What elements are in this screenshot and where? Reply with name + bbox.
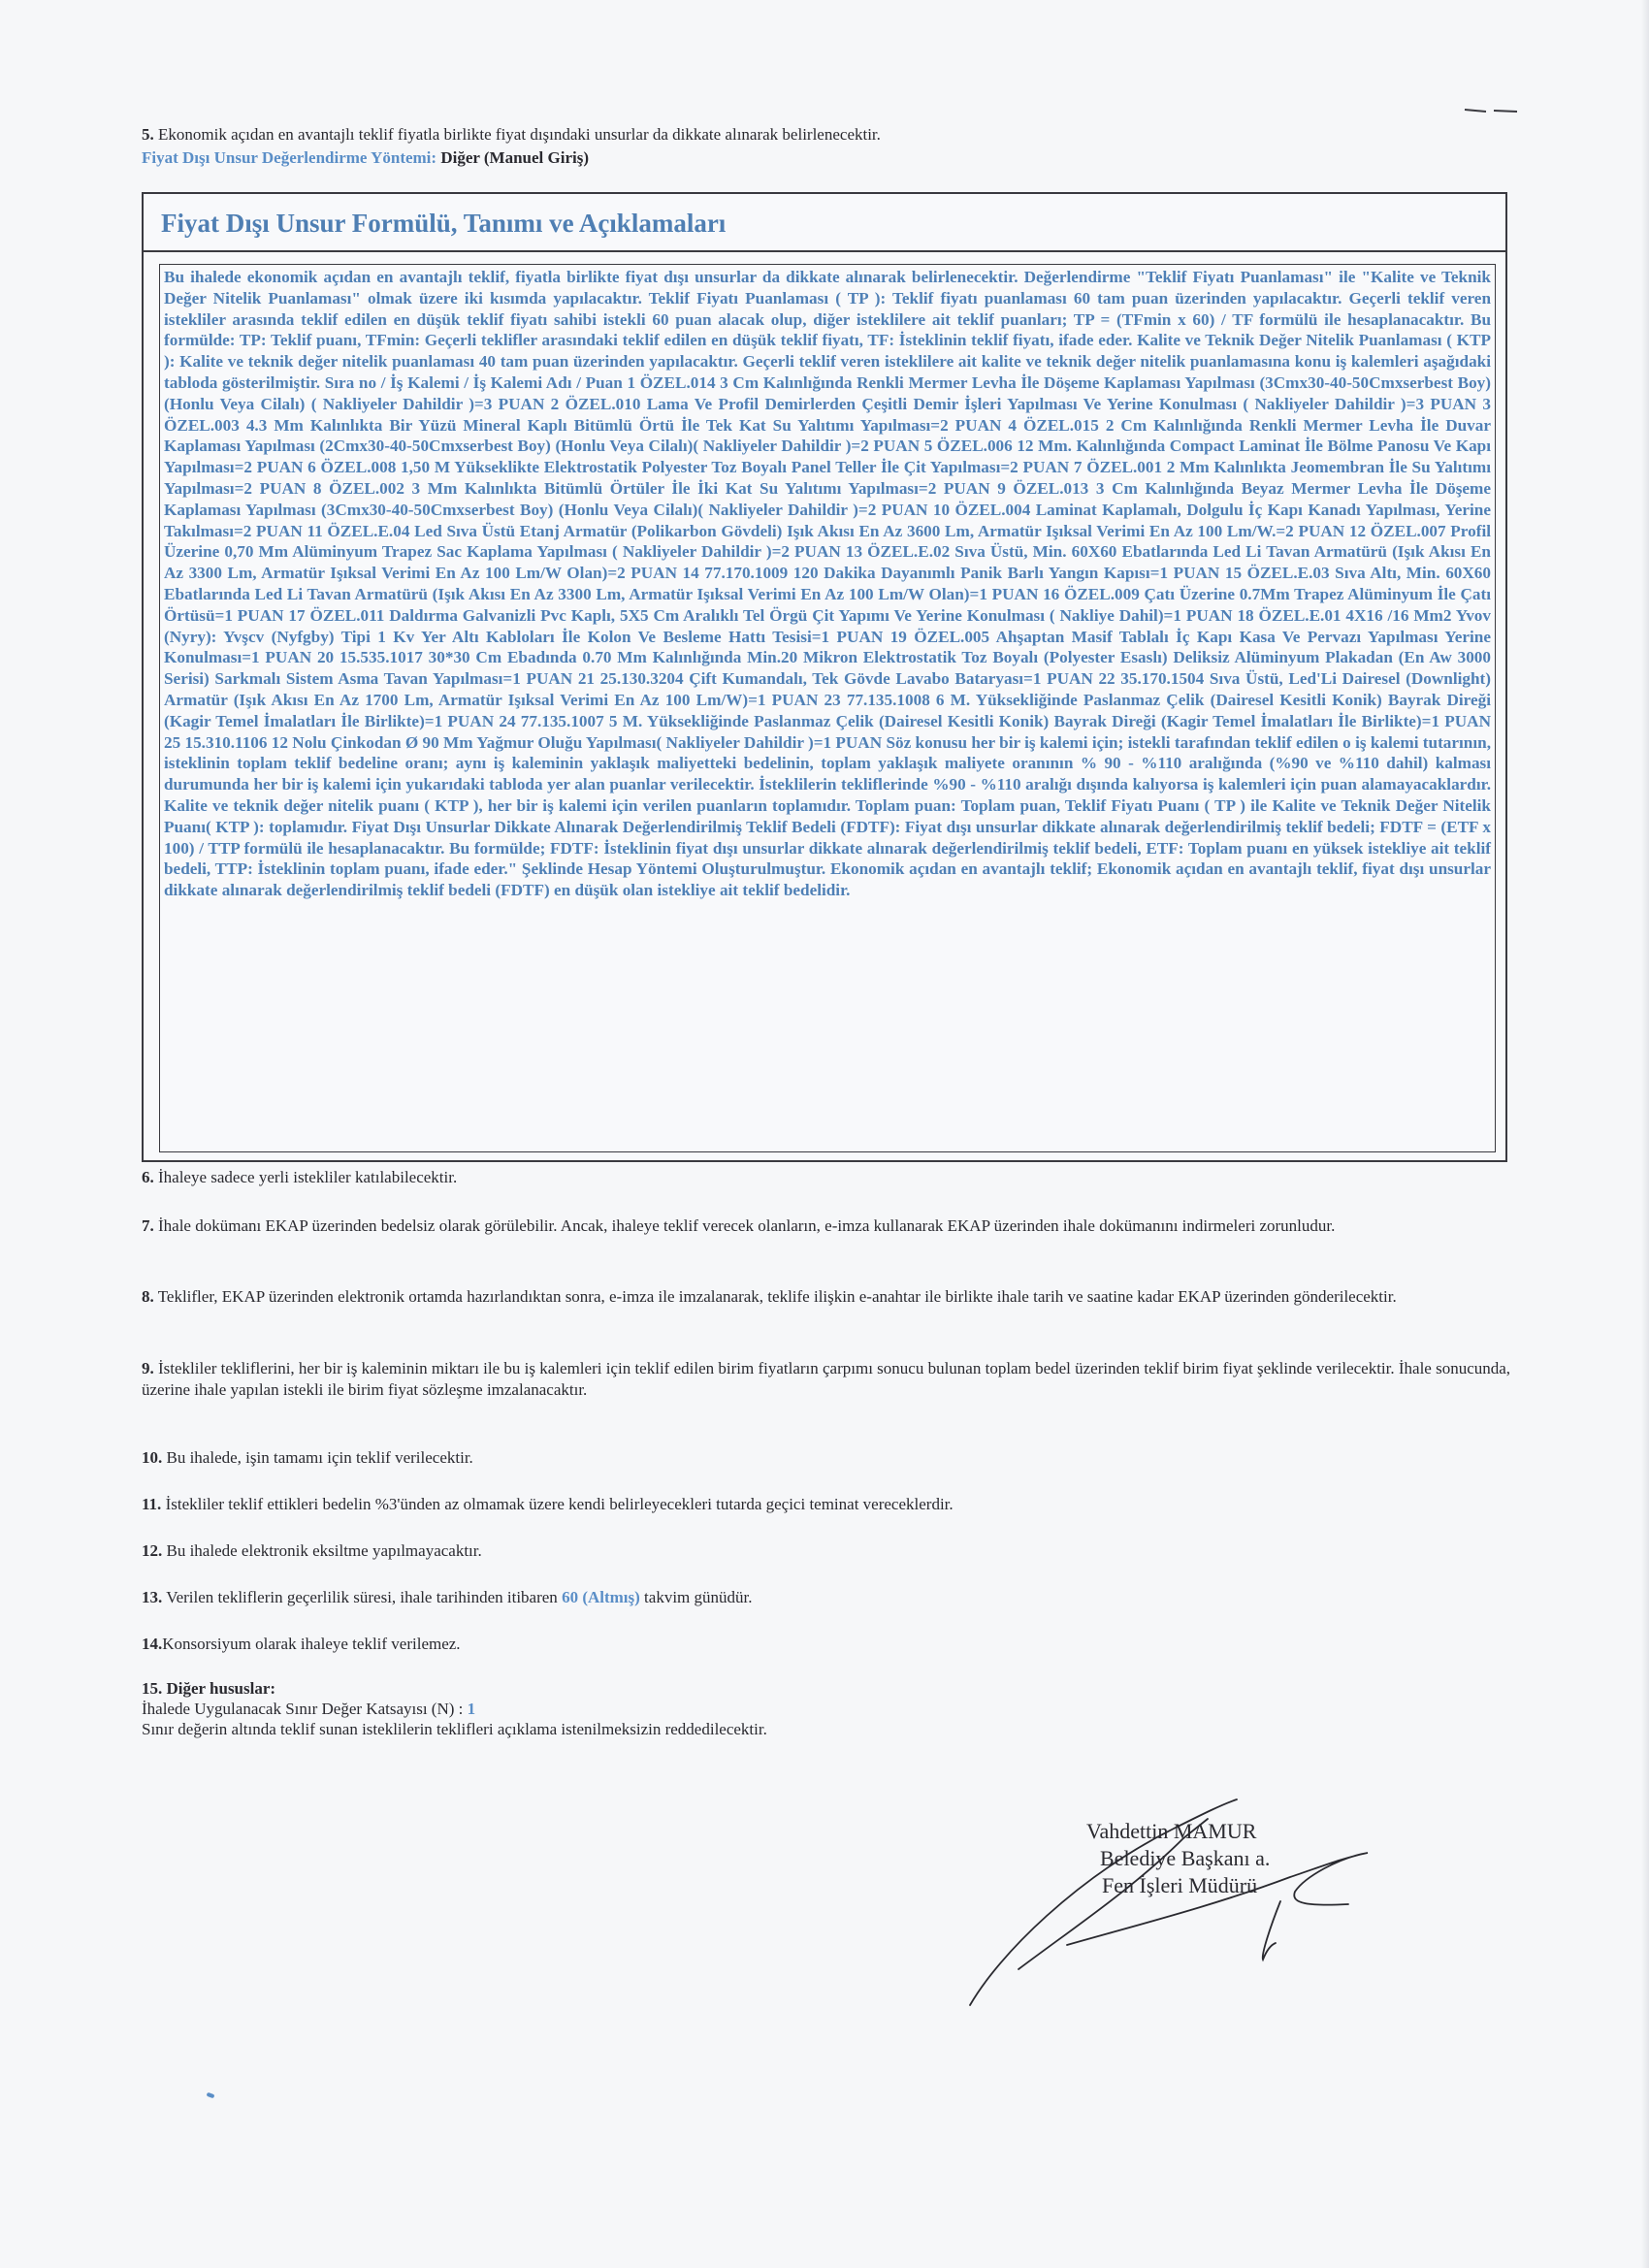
item-15 xyxy=(142,1678,1514,1700)
signatory-name: Vahdettin MAMUR xyxy=(1086,1819,1257,1843)
item-12 xyxy=(142,1540,1514,1562)
item-text: İhaleye sadece yerli istekliler katılabilecektir. xyxy=(158,1168,458,1186)
validity-period: 60 (Altmış) xyxy=(562,1588,640,1606)
item-number: 14. xyxy=(142,1635,163,1653)
item-10 xyxy=(142,1447,1514,1469)
rejection-text: Sınır değerin altında teklif sunan isteklilerin teklifleri açıklama istenilmeksizin reddedilecektir. xyxy=(142,1720,767,1738)
signatory-title-1: Belediye Başkanı a. xyxy=(1100,1846,1271,1870)
item-text: İhale dokümanı EKAP üzerinden bedelsiz olarak görülebilir. Ancak, ihaleye teklif verecek olanların, e-imza kullanarak EKAP üzerinden ihale dokümanını indirmeleri zorunludur. xyxy=(158,1216,1336,1235)
item-number: 13. xyxy=(142,1588,163,1606)
item-6 xyxy=(142,1167,1514,1188)
item-number: 10. xyxy=(142,1448,163,1467)
item-number: 6. xyxy=(142,1168,154,1186)
method-label: Fiyat Dışı Unsur Değerlendirme Yöntemi: xyxy=(142,148,437,167)
item-text: Verilen tekliflerin geçerlilik süresi, ihale tarihinden itibaren xyxy=(166,1588,558,1606)
signatory-title-2: Fen İşleri Müdürü xyxy=(1102,1873,1258,1897)
item-text: Konsorsiyum olarak ihaleye teklif verilemez. xyxy=(162,1635,461,1653)
formula-text: Bu ihalede ekonomik açıdan en avantajlı teklif, fiyatla birlikte fiyat dışı unsurlar da dikkate alınarak belirlenecektir. Değerlendirme "Teklif Fiyatı Puanlaması" ile "Kalite ve Teknik Değer Nitelik Puanlaması" olmak üzere iki kısımda yapılacaktır. Teklif Fiyatı Puanlaması ( TP ): Teklif fiyatı puanlaması 60 tam puan üzerinden yapılacaktır. Geçerli teklif veren istekliler arasında teklif edilen en düşük teklif fiyatı sahibi istekli 60 puan alacak olup, diğer isteklilere ait teklif puanları; TP = (TFmin x 60) / TF formülü ile hesaplanacaktır. Bu formülde: TP: Teklif puanı, TFmin: Geçerli teklifler arasındaki teklif edilen en düşük teklif fiyatı, TF: İsteklinin teklif fiyatı, ifade eder. Kalite ve Teknik Değer Nitelik Puanlaması ( KTP ): Kalite ve teknik değer nitelik puanlaması 40 tam puan üzerinden yapılacaktır. Geçerli teklif veren isteklilere ait kalite ve teknik değer nitelik puanlamasına konu iş kalemleri aşağıdaki tabloda gösterilmiştir. Sıra no / İş Kalemi / İş Kalemi Adı / Puan 1 ÖZEL.014 3 Cm Kalınlığında Renkli Mermer Levha İle Döşeme Kaplaması Yapılması (3Cmx30-40-50Cmxserbest Boy) (Honlu Veya Cilalı) ( Nakliyeler Dahildir )=3 PUAN 2 ÖZEL.010 Lama Ve Profil Demirlerden Çeşitli Demir İşleri Yapılması Ve Yerine Konulması ( Nakliyeler Dahildir )=3 PUAN 3 ÖZEL.003 4.3 Mm Kalınlıkta Bir Yüzü Mineral Kaplı Bitümlü Örtü İle Tek Kat Su Yalıtımı Yapılması=2 PUAN 4 ÖZEL.015 2 Cm Kalınlığında Renkli Mermer Levha İle Duvar Kaplaması Yapılması (2Cmx30-40-50Cmxserbest Boy) (Honlu Veya Cilalı)( Nakliyeler Dahildir )=2 PUAN 5 ÖZEL.006 12 Mm. Kalınlığında Compact Laminat İle Bölme Panosu Ve Kapı Yapılması=2 PUAN 6 ÖZEL.008 1,50 M Yükseklikte Elektrostatik Polyester Toz Boyalı Panel Teller İle Çit Yapılması=2 PUAN 7 ÖZEL.001 2 Mm Kalınlıkta Jeomembran İle Su Yalıtımı Yapılması=2 PUAN 8 ÖZEL.002 3 Mm Kalınlıkta Bitümlü Örtüler İle İki Kat Su Yalıtımı Yapılması=2 PUAN 9 ÖZEL.013 3 Cm Kalınlığında Beyaz Mermer Levha İle Döşeme Kaplaması Yapılması (3Cmx30-40-50Cmxserbest Boy) (Honlu Veya Cilalı)( Nakliyeler Dahildir )=2 PUAN 10 ÖZEL.004 Laminat Kaplamalı, Dolgulu İç Kapı Kanadı Yapılması, Yerine Takılması=2 PUAN 11 ÖZEL.E.04 Led Sıva Üstü Etanj Armatür (Polikarbon Gövdeli) Işık Akısı En Az 3600 Lm, Armatür Işıksal Verimi En Az 100 Lm/W.=2 PUAN 12 ÖZEL.007 Profil Üzerine 0,70 Mm Alüminyum Trapez Sac Kaplama Yapılması ( Nakliyeler Dahildir )=2 PUAN 13 ÖZEL.E.02 Sıva Üstü, Min. 60X60 Ebatlarında Led Li Tavan Armatürü (Işık Akısı En Az 3300 Lm, Armatür Işıksal Verimi En Az 100 Lm/W Olan)=2 PUAN 14 77.170.1009 120 Dakika Dayanımlı Panik Barlı Yangın Kapısı=1 PUAN 15 ÖZEL.E.03 Sıva Altı, Min. 60X60 Ebatlarında Led Li Tavan Armatürü (Işık Akısı En Az 3300 Lm, Armatür Işıksal Verimi En Az 100 Lm/W Olan)=1 PUAN 16 ÖZEL.009 Çatı Üzerine 0.7Mm Trapez Alüminyum İle Çatı Örtüsü=1 PUAN 17 ÖZEL.011 Daldırma Galvanizli Pvc Kaplı, 5X5 Cm Aralıklı Tel Örgü Çit Yapımı Ve Yerine Konulması ( Nakliye Dahil)=1 PUAN 18 ÖZEL.E.01 4X16 /16 Mm2 Yvov (Nyry): Yvşcv (Nyfgby) Tipi 1 Kv Yer Altı Kabloları İle Kolon Ve Besleme Hattı Tesisi=1 PUAN 19 ÖZEL.005 Ahşaptan Masif Tablalı İç Kapı Kasa Ve Pervazı Yapılması Yerine Konulması=1 PUAN 20 15.535.1017 30*30 Cm Ebadında 0.70 Mm Kalınlığında Min.20 Mikron Elektrostatik Toz Boyalı (Polyester Esaslı) Deliksiz Alüminyum Plakadan (En Aw 3000 Serisi) Sarkmalı Sistem Asma Tavan Yapılması=1 PUAN 21 25.130.3204 Çift Kumandalı, Tek Gövde Lavabo Bataryası=1 PUAN 22 35.170.1504 Sıva Üstü, Led'Li Dairesel (Downlight) Armatür (Işık Akısı En Az 1700 Lm, Armatür Işıksal Verimi En Az 100 Lm/W)=1 PUAN 23 77.135.1008 6 M. Yüksekliğinde Paslanmaz Çelik (Dairesel Kesitli Konik) Bayrak Direği (Kagir Temel İmalatları İle Birlikte)=1 PUAN 24 77.135.1007 5 M. Yüksekliğinde Paslanmaz Çelik (Dairesel Kesitli Konik) Bayrak Direği (Kagir Temel İmalatları İle Birlikte)=1 PUAN 25 15.310.1106 12 Nolu Çinkodan Ø 90 Mm Yağmur Oluğu Yapılması( Nakliyeler Dahildir )=1 PUAN Söz konusu her bir iş kalemi için; istekli tarafından teklif edilen o iş kalemi tutarının, isteklinin toplam teklif bedeline oranı; aynı iş kaleminin yaklaşık maliyetteki bedelinin, toplam yaklaşık maliyete oranının % 90 - %110 aralığında (%90 ve %110 dahil) kalması durumunda her bir iş kalemi için yukarıdaki tabloda yer alan puanlar verilecektir. İsteklilerin tekliflerinde %90 - %110 aralığı dışında kalıyorsa iş kalemleri için puan alamayacaklardır. Kalite ve teknik değer nitelik puanı ( KTP ), her bir iş kalemi için verilen puanların toplamıdır. Toplam puan: Toplam puan, Teklif Fiyatı Puanı ( TP ) ile Kalite ve Teknik Değer Nitelik Puanı( KTP ): toplamıdır. Fiyat Dışı Unsurlar Dikkate Alınarak Değerlendirilmiş Teklif Bedeli (FDTF): Fiyat dışı unsurlar dikkate alınarak değerlendirilmiş teklif bedeli; FDTF = (ETF x 100) / TTP formülü ile hesaplanacaktır. Bu formülde; FDTF: İsteklinin fiyat dışı unsurlar dikkate alınarak değerlendirilmiş teklif bedeli, ETF: Toplam puanı en yüksek istekliye ait teklif bedeli, TTP: İsteklinin toplam puanı, ifade eder." Şeklinde Hesap Yöntemi Oluşturulmuştur. Ekonomik açıdan en avantajlı teklif; Ekonomik açıdan en avantajlı teklif, fiyat dışı unsurlar dikkate alınarak değerlendirilmiş teklif bedeli (FDTF) en düşük olan istekliye ait teklif bedelidir. xyxy=(164,268,1491,900)
page-edge xyxy=(1641,0,1649,2268)
item-11 xyxy=(142,1494,1514,1515)
evaluation-method xyxy=(142,147,1514,169)
rejection-note xyxy=(142,1719,1514,1740)
item-text-end: takvim günüdür. xyxy=(644,1588,753,1606)
item-14 xyxy=(142,1634,1514,1655)
formula-box-title: Fiyat Dışı Unsur Formülü, Tanımı ve Açıklamaları xyxy=(161,209,727,238)
item-number: 9. xyxy=(142,1359,154,1377)
item-number: 15. xyxy=(142,1679,163,1698)
scan-mark xyxy=(1463,105,1521,123)
item-text: Ekonomik açıdan en avantajlı teklif fiyatla birlikte fiyat dışındaki unsurlar da dikkate alınarak belirlenecektir. xyxy=(158,125,881,144)
item-number: 11. xyxy=(142,1495,162,1513)
item-number: 7. xyxy=(142,1216,154,1235)
item-number: 8. xyxy=(142,1287,154,1306)
item-text: Bu ihalede, işin tamamı için teklif verilecektir. xyxy=(166,1448,473,1467)
ink-mark xyxy=(207,2092,215,2098)
limit-coefficient xyxy=(142,1699,1514,1720)
item-5 xyxy=(142,124,1514,146)
item-7 xyxy=(142,1215,1514,1237)
formula-box xyxy=(142,192,1507,1162)
item-8 xyxy=(142,1286,1514,1308)
formula-box-header xyxy=(144,194,1505,252)
item-13 xyxy=(142,1587,1514,1608)
item-number: 5. xyxy=(142,125,154,144)
formula-box-content xyxy=(159,264,1496,1152)
item-text: Teklifler, EKAP üzerinden elektronik ortamda hazırlandıktan sonra, e-imza ile imzalanarak, teklife ilişkin e-anahtar ile birlikte ihale tarih ve saatine kadar EKAP üzerinden gönderilecektir. xyxy=(157,1287,1397,1306)
item-9 xyxy=(142,1358,1514,1401)
handwritten-signature xyxy=(960,1790,1387,2027)
item-number: 12. xyxy=(142,1541,163,1560)
item-text: Bu ihalede elektronik eksiltme yapılmayacaktır. xyxy=(166,1541,482,1560)
method-value: Diğer (Manuel Giriş) xyxy=(440,148,589,167)
limit-coefficient-label: İhalede Uygulanacak Sınır Değer Katsayısı (N) : xyxy=(142,1700,464,1718)
limit-coefficient-value: 1 xyxy=(467,1700,476,1718)
item-text: İstekliler tekliflerini, her bir iş kaleminin miktarı ile bu iş kalemleri için teklif edilen birim fiyatların çarpımı sonucu bulunan toplam bedel üzerinden teklif birim fiyat şeklinde verilecektir. İhale sonucunda, üzerine ihale yapılan istekli ile birim fiyat sözleşme imzalanacaktır. xyxy=(142,1359,1511,1399)
item-title: Diğer hususlar: xyxy=(166,1679,276,1698)
item-text: İstekliler teklif ettikleri bedelin %3'ünden az olmamak üzere kendi belirleyecekleri tutarda geçici teminat vereceklerdir. xyxy=(165,1495,954,1513)
